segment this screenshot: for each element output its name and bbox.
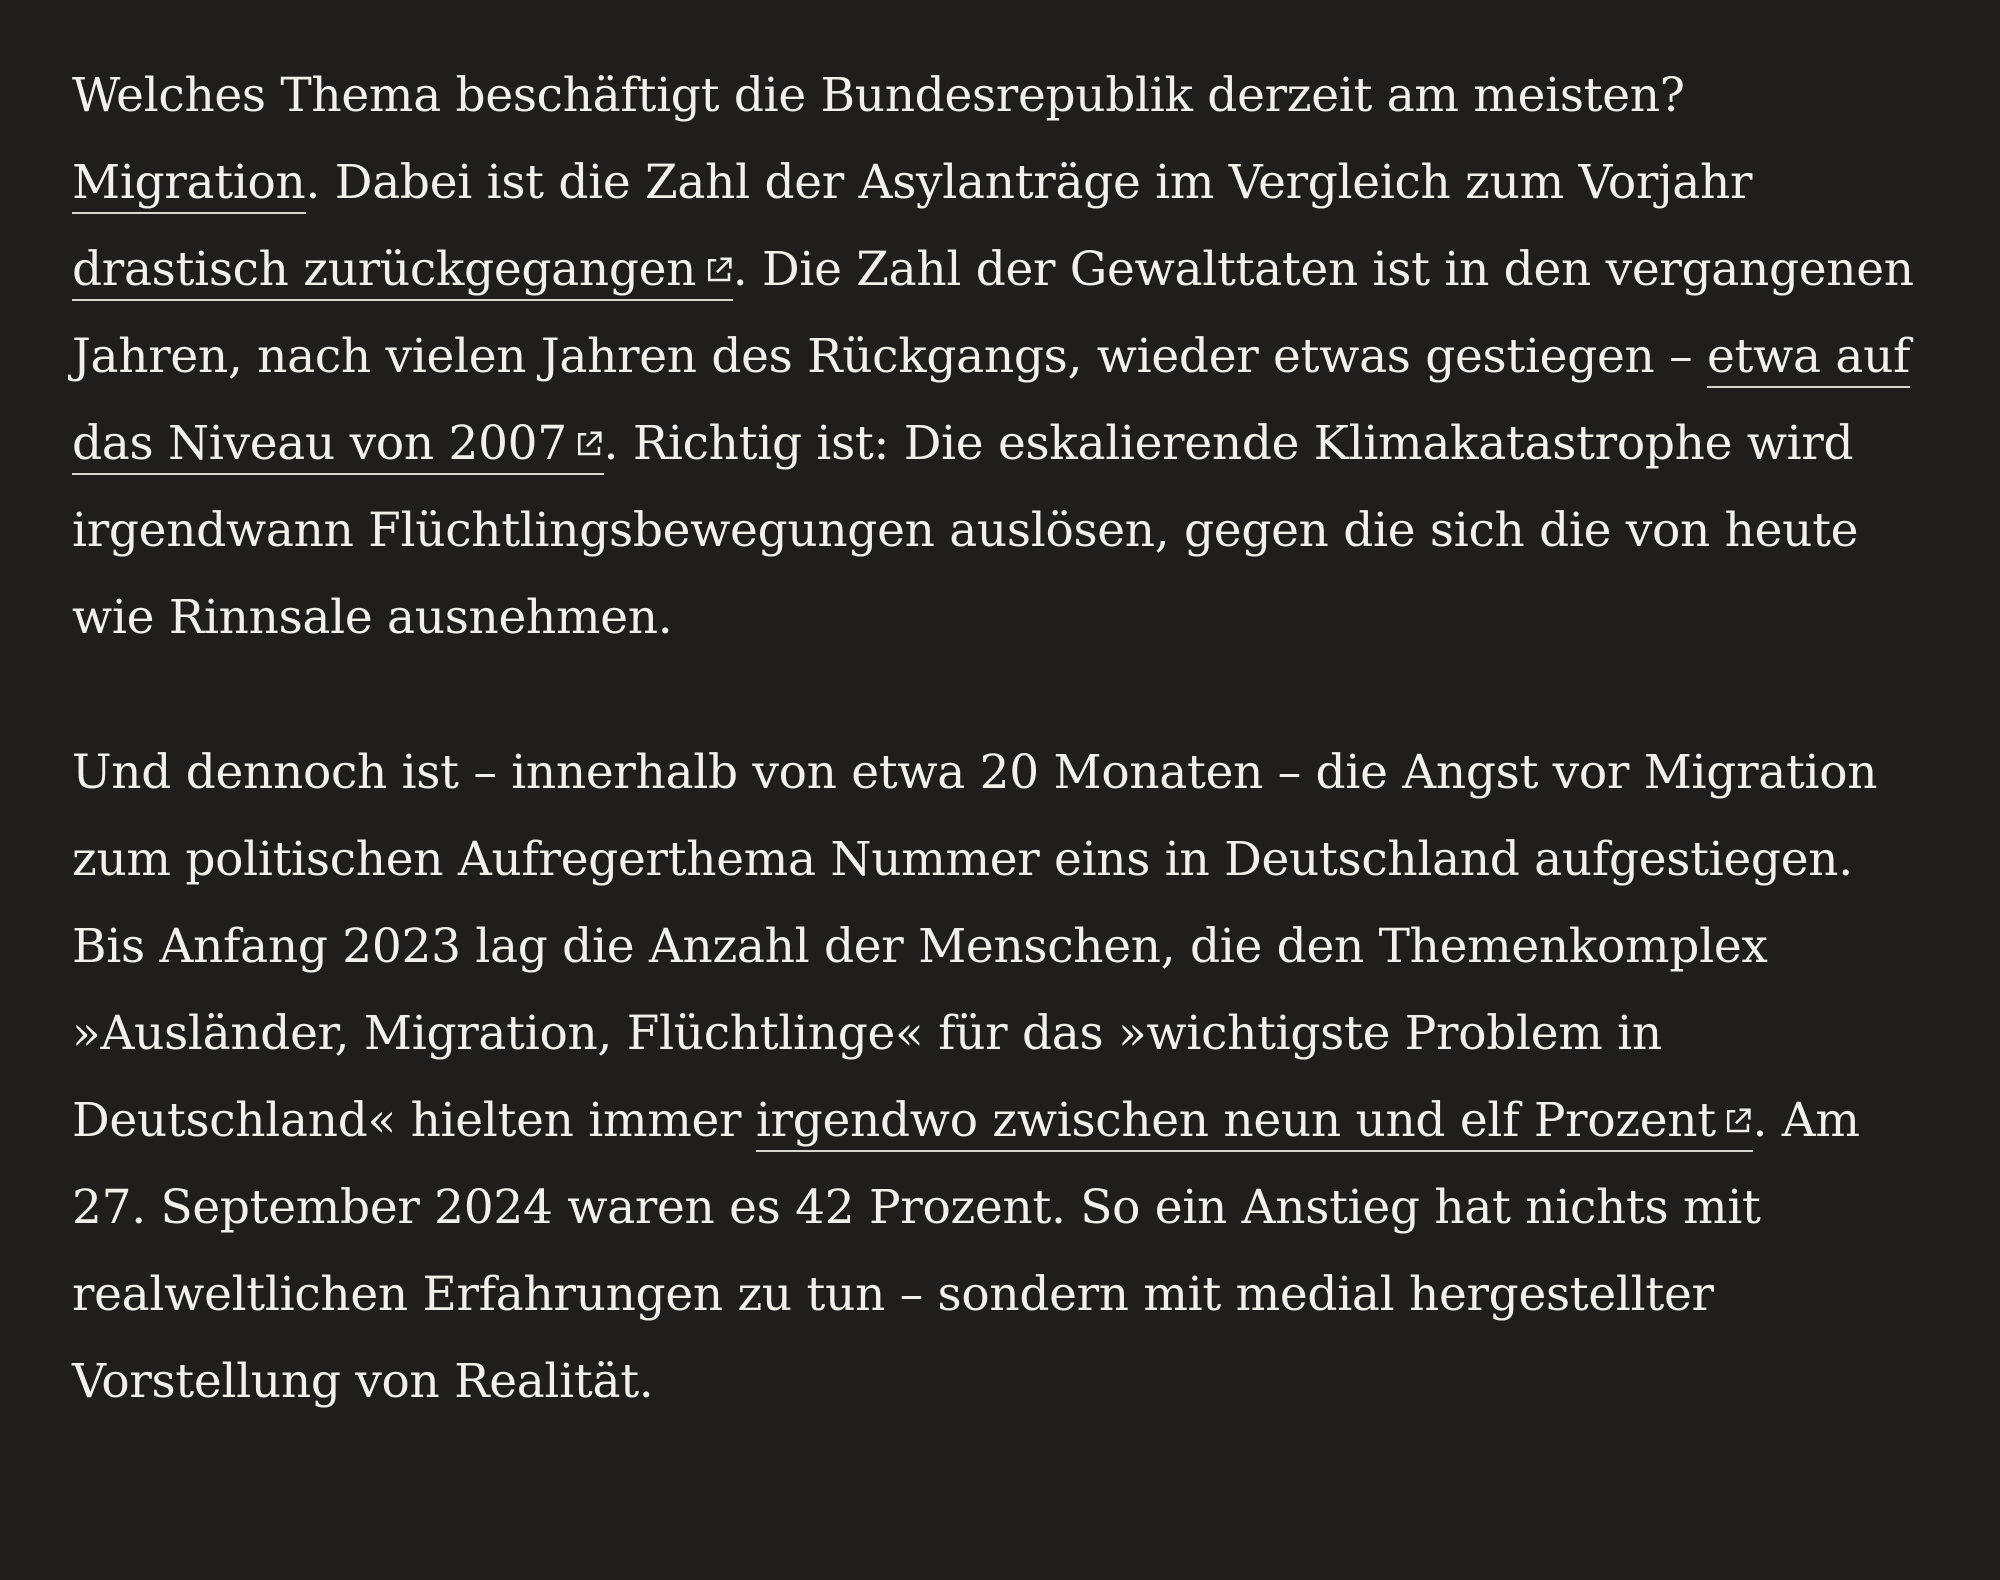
paragraph-1-text-2: . Dabei ist die Zahl der Asylanträge im Vergleich zum Vorjahr [305, 155, 1753, 210]
link-niveau-2007-label: etwa auf das Niveau von 2007 [72, 329, 1911, 471]
paragraph-1 [72, 52, 1932, 661]
article-body [72, 52, 1932, 1425]
link-neun-bis-elf-prozent[interactable] [756, 1093, 1753, 1152]
paragraph-1-text-4: . Richtig ist: Die eskalierende Klimakatastrophe wird irgendwann Flüchtlingsbewegungen auslösen, gegen die sich die von heute wie Rinnsale ausnehmen. [72, 416, 1859, 645]
paragraph-2-text-1: Und dennoch ist – innerhalb von etwa 20 Monaten – die Angst vor Migration zum politischen Aufregerthema Nummer eins in Deutschland aufgestiegen. Bis Anfang 2023 lag die Anzahl der Menschen, die den Themenkomplex »Ausländer, Migration, Flüchtlinge« für das »wichtigste Problem in Deutschland« hielten immer [72, 745, 1878, 1148]
link-neun-bis-elf-prozent-label: irgendwo zwischen neun und elf Prozent [755, 1093, 1716, 1148]
external-link-icon [575, 430, 603, 458]
external-link-icon [705, 256, 733, 284]
paragraph-1-text-1: Welches Thema beschäftigt die Bundesrepublik derzeit am meisten? [72, 68, 1685, 123]
paragraph-2-text-2: . Am 27. September 2024 waren es 42 Prozent. So ein Anstieg hat nichts mit realweltlichen Erfahrungen zu tun – sondern mit medial hergestellter Vorstellung von Realität. [72, 1093, 1860, 1409]
external-link-icon [1724, 1107, 1752, 1135]
link-asylantraege-label: drastisch zurückgegangen [72, 242, 697, 297]
link-migration[interactable]: Migration [72, 155, 306, 214]
link-asylantraege[interactable] [72, 242, 733, 301]
paragraph-2 [72, 729, 1932, 1425]
paragraph-1-text-3: . Die Zahl der Gewalttaten ist in den vergangenen Jahren, nach vielen Jahren des Rückgangs, wieder etwas gestiegen – [72, 242, 1914, 384]
